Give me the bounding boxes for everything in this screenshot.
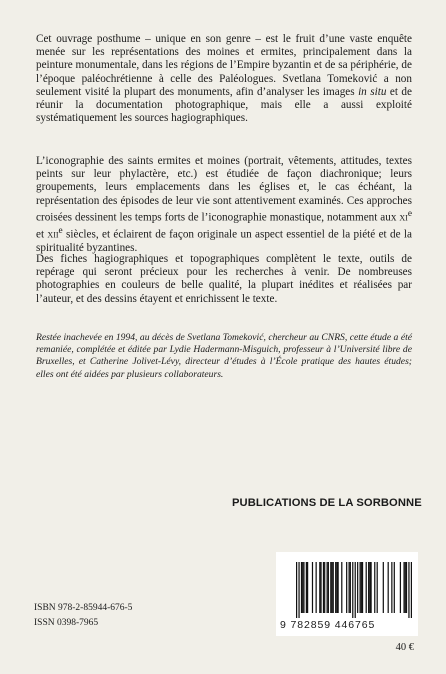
barcode-bar <box>301 562 302 613</box>
barcode-bar <box>341 562 342 613</box>
barcode-bar <box>383 562 384 613</box>
barcode-bar <box>362 562 363 613</box>
barcode-bar <box>333 562 334 613</box>
barcode-bar <box>328 562 329 613</box>
paragraph-text: Cet ouvrage posthume – unique en son genre – est le fruit d’une vaste enquête menée sur les représentations des moines et ermites, principalement dans la peinture monumentale, dans les régions de l’Empire byzantin et de sa périphérie, de l’époque paléochrétienne à celle des Paléologues. Svetlana Tomeković a non seulement visité la plupart des monuments, afin d’analyser les images <box>36 33 412 98</box>
barcode-bar <box>377 562 378 613</box>
barcode-bar <box>405 562 406 613</box>
barcode-bar <box>320 562 321 613</box>
paragraph-text: et <box>36 228 48 241</box>
paragraph-text: L’iconographie des saints ermites et moines (portrait, vêtements, attitudes, textes peints sur leur phylactère, etc.) est étudiée de façon diachronique; leurs groupements, leurs emplacements dans les églises et, le cas échéant, la représentation des épisodes de leur vie sont attentivement examinés. Ces approches croisées dessinent les temps forts de l’iconographie monastique, notamment aux <box>36 155 412 224</box>
barcode-bar <box>350 562 351 613</box>
barcode-bar <box>403 562 404 613</box>
barcode-bar <box>307 562 308 613</box>
credits-text: Restée inachevée en 1994, au décès de Svetlana Tomeković, chercheur au <box>36 332 322 343</box>
ordinal-suffix: e <box>407 208 412 219</box>
barcode-bar <box>335 562 336 613</box>
barcode-bar <box>336 562 337 613</box>
barcode-bar <box>388 562 389 613</box>
barcode-bar <box>302 562 303 613</box>
barcode-bar <box>366 562 367 613</box>
barcode-bar <box>316 562 317 613</box>
summary-paragraph-2 <box>36 155 412 255</box>
credits-text: , cette étude a été remaniée, complétée et éditée par Lydie Hadermann-Misguich, professeur à l’Université libre de Bruxelles, et Catherine Jolivet-Lévy, directeur d’études à l’École pratique des hautes études; elles ont été aidées par plusieurs collaborateurs. <box>36 332 412 380</box>
barcode-bar <box>346 562 347 613</box>
organization-acronym: CNRS <box>321 332 345 343</box>
barcode-bar <box>306 562 307 613</box>
barcode-bar <box>406 562 407 613</box>
barcode-bar <box>359 562 360 613</box>
price-label: 40 € <box>395 642 414 653</box>
barcode-guard-bar <box>355 562 356 618</box>
barcode-bar <box>303 562 304 613</box>
ordinal-suffix: e <box>58 225 63 236</box>
publisher-name: PUBLICATIONS DE LA SORBONNE <box>232 497 422 509</box>
ean13-barcode <box>296 562 412 618</box>
isbn-number: ISBN 978-2-85944-676-5 <box>34 603 133 613</box>
summary-paragraph-1 <box>36 33 412 125</box>
barcode-guard-bar <box>298 562 299 618</box>
paragraph-text: et de réunir la documentation photographique, mais elle a aussi exploité systématiquement les sources hagiographiques. <box>36 85 412 125</box>
barcode-bar <box>368 562 369 613</box>
barcode-bar <box>331 562 332 613</box>
barcode-bar <box>374 562 375 613</box>
barcode-bar <box>327 562 328 613</box>
barcode-bar <box>394 562 395 613</box>
editorial-credits <box>36 332 412 381</box>
paragraph-text: siècles, et éclairent de façon originale un aspect essentiel de la piété et de la spiritualité byzantines. <box>36 228 412 254</box>
barcode-guard-bar <box>352 562 353 618</box>
barcode-bar <box>323 562 324 613</box>
barcode-bar <box>312 562 313 613</box>
century-numeral: xii <box>47 228 59 241</box>
barcode-bar <box>391 562 392 613</box>
barcode-guard-bar <box>408 562 409 618</box>
barcode-bar <box>324 562 325 613</box>
summary-paragraph-3: Des fiches hagiographiques et topographiques complètent le texte, outils de repérage qui seront précieux pour les recherches à venir. De nombreuses photographies en couleurs de belle qualité, la plupart inédites et réalisées par l’auteur, et des dessins étayent et enrichissent le texte. <box>36 253 412 305</box>
barcode-bar <box>400 562 401 613</box>
barcode-panel <box>276 552 418 636</box>
barcode-bar <box>330 562 331 613</box>
barcode-bar <box>370 562 371 613</box>
barcode-bar <box>349 562 350 613</box>
barcode-bar <box>357 562 358 613</box>
barcode-bar <box>369 562 370 613</box>
issn-number: ISSN 0398-7965 <box>34 618 99 628</box>
barcode-digits: 9 782859 446765 <box>280 619 376 631</box>
barcode-guard-bar <box>296 562 297 618</box>
italic-phrase: in situ <box>358 85 387 98</box>
barcode-bar <box>319 562 320 613</box>
barcode-bar <box>361 562 362 613</box>
century-numeral: xi <box>399 211 408 224</box>
barcode-bar <box>338 562 339 613</box>
barcode-guard-bar <box>411 562 412 618</box>
